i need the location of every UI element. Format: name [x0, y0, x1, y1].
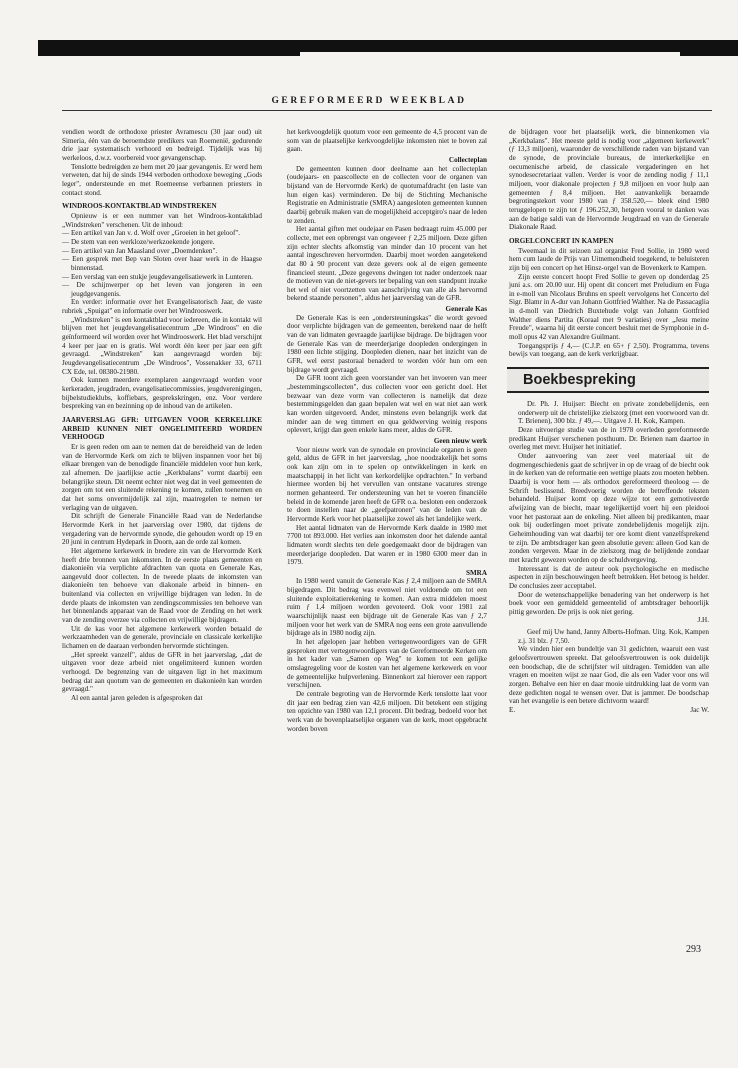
- paragraph: „Windstreken" is een kontaktblad voor iedereen, die in kontakt wil blijven met het jeugdevangelisatiecentrum „De Windroos" en die geïnformeerd wil worden over het Windrooswerk. Het blad verschijnt 4 keer per jaar en is gratis. Wel wordt één keer per jaar een gift gevraagd. „Windstreken" kan aangevraagd worden bij: Jeugdevangelisatiecentrum „De Windroos", Vossenakker 33, 6711 CX Ede, tel. 08380-21980.: [62, 315, 262, 376]
- masthead: GEREFORMEERD WEEKBLAD: [271, 96, 467, 106]
- signature: J.H.: [697, 616, 709, 625]
- paragraph: In 1980 werd vanuit de Generale Kas ƒ 2,4 miljoen aan de SMRA bijgedragen. Dit bedrag was evenwel niet voldoende om tot een sluitende exploitatierekening te komen. Aan extra middelen moest ruim ƒ 1,4 miljoen worden gevoteerd. Ook voor 1981 zal waarschijnlijk naast een bijdrage uit de Generale Kas van ƒ 2,7 miljoen voor het werk van de SMRA nog eens een grote aanvullende bijdrage als in 1980 nodig zijn.: [287, 577, 487, 638]
- paragraph: Er is geen reden om aan te nemen dat de bereidheid van de leden van de Hervormde Kerk om zich te blijven inspannen voor het bij elkaar brengen van de benodigde financiële middelen voor hun kerk, zal afnemen. De jaarlijkse actie „Kerkbalans" vormt daarbij een belangrijke steun. Dit neemt echter niet weg dat in veel gemeenten de zorgen om tot een sluitende rekening te komen, zullen toenemen en dat het soms onvermijdelijk zal zijn, maatregelen te nemen ter verlaging van de uitgaven.: [62, 442, 262, 512]
- column-3: [509, 128, 709, 715]
- paragraph: Onder aanvoering van zeer veel materiaal uit de dogmengeschiedenis gaat de schrijver in op de vraag of de biecht ook in de kerken van de reformatie een wettige plaats zou moeten hebben. Daarbij is voor hem — als orthodox gereformeerd theoloog — de Schrift beslissend. Breedvoerig worden de betreffende teksten behandeld. Huijser komt op deze wijze tot een gemotiveerde afwijzing van de biecht, maar tegelijkertijd voert hij een pleidooi voor het pastoraat aan de enkeling. Niet alleen bij predikanten, maar ook bij ouderlingen moet private zondebelijdenis mogelijk zijn. Geheimhouding van wat daarbij ter ore komt dient vanzelfsprekend te zijn. De ambtsdrager kan geen absolutie geven: alleen God kan de zonden vergeven. Maar in de zielszorg mag de belijdende zondaar met kracht gewezen worden op de schuldvergeving.: [509, 452, 709, 564]
- paragraph: Tenslotte bedreigden ze hem met 20 jaar gevangenis. Er werd hem verweten, dat hij de sinds 1944 verboden orthodoxe beweging „Gods leger", ondersteunde en met Roemeense verbannen priesters in contact stond.: [62, 162, 262, 197]
- contents-list: [62, 229, 262, 298]
- paragraph: Tweemaal in dit seizoen zal organist Fred Sollie, in 1980 werd hem cum laude de Prijs van Uitnemendheid toegekend, te beluisteren zijn bij een concert op het Hinsz-orgel van de Bovenkerk te Kampen.: [509, 246, 709, 272]
- top-bar-gap: [300, 52, 680, 56]
- paragraph: Deze uitvoerige studie van de in 1978 overleden gereformeerde predikant Huijser verschenen posthuum. Dr. Brienen nam daartoe in overleg met mevr. Huijser het initiatief.: [509, 426, 709, 452]
- paragraph: Het algemene kerkewerk in bredere zin van de Hervormde Kerk heeft drie bronnen van inkomsten. In de eerste plaats gemeenten en diakonieën via verplichte afdrachten van quota en Generale Kas, aangevuld door collecten. In de tweede plaats de inkomsten van diakonieën ten behoeve van diakonale arbeid in binnen- en buitenland via collecten en vrijwillige bijdragen van leden. In de derde plaats de inkomsten van zendingscommissies ten behoeve van het binnenlands apparaat van de Raad voor de Zending en het werk van de zending overzee via collecten en vrijwillige bijdragen.: [62, 546, 262, 625]
- paragraph: De GFR toont zich geen voorstander van het invoeren van meer „bestemmingscollecten", dus collecten voor een gericht doel. Het bezwaar van deze vorm van collecteren is namelijk dat deze bestemmingsgelden dan gaan bepalen wat wel en wat niet aan werk kan worden uitgevoerd. Ander, minstens even belangrijk werk dat minder aan de weg timmert en qua geldwerving weinig respons oplevert, krijgt dan geen enkele kans meer, aldus de GFR.: [287, 374, 487, 435]
- paragraph: De centrale begroting van de Hervormde Kerk tenslotte laat voor dit jaar een bedrag zien van 42,6 miljoen. Dit betekent een stijging ten opzichte van 1980 van 12,1 procent. Dit bedrag, bedoeld voor het werk van de bovenplaatselijke organen van de kerk, moet opgebracht worden boven: [287, 690, 487, 733]
- paragraph: In het afgelopen jaar hebben vertegenwoordigers van de GFR gesproken met vertegenwoordigers van de Gereformeerde Kerken om in het kader van „Samen op Weg" te komen tot een gelijke omslagregeling voor de kosten van het algemene kerkewerk en voor de gemeentelijke hulpverlening. Binnenkort zal hierover een rapport verschijnen.: [287, 638, 487, 690]
- paragraph: De gemeenten kunnen door deelname aan het collecteplan (oudejaars- en paascollecte en de collecten voor de organen van bijstand van de Hervormde Kerk) de quotumafdracht (en laste van hun eigen kas) verminderen. De bij de Stichting Mechanische Registratie en Administratie (SMRA) aangesloten gemeenten kunnen daarbij gebruik maken van de mogelijkheid acceptgiro's naar de leden te zenden.: [287, 164, 487, 225]
- signature-row: [509, 706, 709, 715]
- list-item: — De stem van een werkloze/werkzoekende jongere.: [62, 238, 262, 247]
- list-item: — Een artikel van Jan Maasland over „Doemdenken".: [62, 247, 262, 256]
- column-1: [62, 128, 262, 703]
- paragraph: Al een aantal jaren geleden is afgesproken dat: [71, 694, 203, 702]
- paragraph: Uit de kas voor het algemene kerkewerk worden betaald de werkzaamheden van de generale, provinciale en classicale kerkelijke lichamen en de daaraan verbonden hervormde stichtingen.: [62, 624, 262, 651]
- paragraph: Dit schrijft de Generale Financiële Raad van de Nederlandse Hervormde Kerk in het jaarverslag over 1980, dat tijdens de vergadering van de hervormde synode, die gehouden wordt op 19 en 20 juni in centrum Hydepark in Doorn, aan de orde zal komen.: [62, 512, 262, 547]
- list-item: — Een gesprek met Bep van Sloten over haar werk in de Haagse binnenstad.: [62, 255, 262, 272]
- page-number: 293: [686, 944, 701, 955]
- paragraph: Ook kunnen meerdere exemplaren aangevraagd worden voor kerkeraden, jeugdraden, evangelisatiecommissies, jeugdverenigingen, bijbelstudieklubs, koffiebars, gesprekskringen, enz. Voor verdere bespreking van en bezinning op de inhoud van de artikelen.: [62, 376, 262, 411]
- paragraph: Voor nieuw werk van de synodale en provinciale organen is geen geld, aldus de GFR in het jaarverslag, „hoe noodzakelijk het soms ook kan zijn om in te spelen op ontwikkelingen in kerk en maatschappij in het licht van kerkordelijke opdrachten." In verband hiermee worden bij het vervullen van ontstane vacatures strenge normen gehanteerd. Ter ondersteuning van het te voeren financiële beleid in de komende jaren heeft de GFR o.a. besloten een onderzoek te doen instellen naar de „geefpatronen" van de leden van de Hervormde Kerk voor het plaatselijke zowel als het landelijke werk.: [287, 445, 487, 523]
- paragraph: Toegangsprijs ƒ 4,— (C.J.P. en 65+ ƒ 2,50). Programma, tevens bewijs van toegang, aan de kerk verkrijgbaar.: [509, 341, 709, 359]
- book-title: Dr. Ph. J. Huijser: Biecht en private zondebelijdenis, een onderwerp uit de christelijke zielszorg (met een voorwoord van dr. T. Brienen), 300 blz. ƒ 49,—. Uitgave J. H. Kok, Kampen.: [518, 400, 709, 426]
- subheading-smra: SMRA: [465, 568, 487, 577]
- paragraph: De Generale Kas is een „ondersteuningskas" die wordt gevoed door verplichte bijdragen van de gemeenten, berekend naar de helft van de van lidmaten gevraagde jaarlijkse bijdrage. De bijdragen voor de Generale Kas van de meerderjarige doopleden ondergingen in 1980 een lichte stijging. Doopleden dienen, naar het inzicht van de GFR, wel eerst pastoraal benaderd te worden vóór hun om een bijdrage wordt gevraagd.: [287, 313, 487, 374]
- subheading-collecteplan: Collecteplan: [448, 155, 487, 164]
- column-2: [287, 128, 487, 733]
- paragraph: Zijn eerste concert hoopt Fred Sollie te geven op donderdag 25 juni a.s. om 20.00 uur. Hij opent dit concert met Preludium en Fuga in e-moll van Nicolaus Bruhns en speelt vervolgens het Concerto del Sigr. Blamr in A-dur van Johann Gottfried Walther. Na de Passacaglia in d-moll van Diedrich Buxtehude volgt van Johann Gottfried Walther diens Partita (Koraal met 9 variaties) over „Jesu meine Freude", waarna hij dit eerste concert besluit met de Symphonie in d-moll opus 42 van Alexandre Guilmant.: [509, 272, 709, 342]
- paragraph: vendien wordt de orthodoxe priester Avramescu (30 jaar oud) uit Simeria, één van de beroemdste predikers van Roemenië, gedurende drie jaar systematisch verhoord en bedreigd. Tijdelijk was hij werkeloos, d.w.z. voorbereid voor gevangenschap.: [62, 128, 262, 162]
- section-title: Boekbespreking: [523, 372, 636, 389]
- heading-jaarverslag: JAARVERSLAG GFR: UITGAVEN VOOR KERKELIJKE ARBEID KUNNEN NIET ONGELIMITEERD WORDEN VERHOOGD: [62, 416, 262, 442]
- section-banner: [507, 367, 709, 393]
- heading-windroos: WINDROOS-KONTAKTBLAD WINDSTREKEN: [62, 202, 217, 211]
- subheading-geen-nieuw-werk: Geen nieuw werk: [433, 436, 487, 445]
- paragraph: En verder: informatie over het Evangelisatorisch Jaar, de vaste rubriek „Spuigat" en informatie over het Windrooswerk.: [62, 298, 262, 316]
- book-title: Geef mij Uw hand, Janny Alberts-Hofman. Uitg. Kok, Kampen z.j. 31 blz. ƒ 7,50.: [518, 628, 709, 645]
- paragraph: het kerkvoogdelijk quotum voor een gemeente de 4,5 procent van de som van de plaatselijke kerkvoogdelijke inkomsten niet te boven zal gaan.: [287, 128, 487, 154]
- paragraph: Interessant is dat de auteur ook psychologische en medische aspecten in zijn beschouwingen heeft betrokken. Het betoog is helder. De conclusies zeer acceptabel.: [509, 564, 709, 590]
- paragraph: de bijdragen voor het plaatselijk werk, die binnenkomen via „Kerkbalans". Het meeste geld is nodig voor „algemeen kerkewerk" (ƒ 13,3 miljoen), waaronder de verschillende raden van bijstand van de synode, de provinciale bureaus, de interkerkelijke en oecumenische arbeid, de classicale vergaderingen en het synodesecretariaat vallen. Verder is voor de zending nodig ƒ 11,1 miljoen, voor diakonale projecten ƒ 9,8 miljoen en voor hulp aan gemeenten ƒ 8,4 miljoen. Het aanvankelijk beraamde begrotingstekort voor 1980 van ƒ 358.520,— bleek eind 1980 teruggelopen te zijn tot ƒ 196.252,30, hetgeen vooral te danken was aan de batige saldi van de Hervormde Jeugdraad en van de Generale Diakonale Raad.: [509, 128, 709, 232]
- paragraph: Het aantal lidmaten van de Hervormde Kerk daalde in 1980 met 7700 tot 893.000. Het verlies aan inkomsten door het dalende aantal lidmaten wordt slechts ten dele goedgemaakt door de bijdragen van meerderjarige doopleden. Dat waren er in 1980 6300 meer dan in 1979.: [287, 523, 487, 567]
- paragraph: Het aantal giften met oudejaar en Pasen bedraagt ruim 45.000 per collecte, met een opbrengst van ongeveer ƒ 2,25 miljoen. Deze giften zijn echter slechts afkomstig van minder dan 10 procent van het aantal ingeschreven hervormden. Daarbij moet worden aangetekend dat 80 à 90 procent van deze gevers ook al de eigen gemeente financieel steunt. „Deze gegevens dwingen tot nader onderzoek naar de motieven van de niet-gevers ter bepaling van een standpunt inzake het wel of niet voortzetten van aanschrijving van alle als hervormd bekend staande personen", aldus het jaarverslag van de GFR.: [287, 225, 487, 303]
- signature: E.: [509, 706, 516, 715]
- heading-orgelconcert: ORGELCONCERT IN KAMPEN: [509, 236, 614, 245]
- list-item: — De schijnwerper op het leven van jongeren in een jeugdgevangenis.: [62, 281, 262, 298]
- paragraph: „Het spreekt vanzelf", aldus de GFR in het jaarverslag, „dat de uitgaven voor deze arbeid niet ongelimiteerd kunnen worden verhoogd. De begrenzing van de uitgaven ligt in het maximum bedrag dat aan quotum van de gemeenten en diakonieën kan worden gevraagd.": [62, 650, 262, 694]
- list-item: — Een verslag van een stukje jeugdevangelisatiewerk in Lunteren.: [62, 273, 262, 282]
- paragraph: We vinden hier een bundeltje van 31 gedichten, waaruit een vast geloofsvertrouwen spreekt. Dat geloofsvertrouwen is ook duidelijk een boodschap, die de schrijfster wil uitdragen. Temidden van alle vragen en moeiten wijst ze naar God, die als een Vader voor ons wil zorgen. Behalve een hier en daar mooie uitdrukking laat de vorm van deze gedichten nogal te wensen over. Dat is jammer. De boodschap van het evangelie is een betere dichtvorm waard!: [509, 645, 709, 706]
- masthead-rule: [62, 110, 712, 111]
- paragraph: Door de wetenschappelijke benadering van het onderwerp is het boek voor een gemiddeld gemeentelid of ambtsdrager behoorlijk pittig geworden. De prijs is ook niet gering.: [509, 590, 709, 616]
- subheading-generale-kas: Generale Kas: [445, 305, 487, 314]
- signature: Jac W.: [690, 706, 709, 715]
- list-item: — Een artikel van Jan v. d. Wolf over „Groeien in het geloof".: [62, 229, 262, 238]
- paragraph: Opnieuw is er een nummer van het Windroos-kontaktblad „Windstreken" verschenen. Uit de inhoud:: [62, 211, 262, 229]
